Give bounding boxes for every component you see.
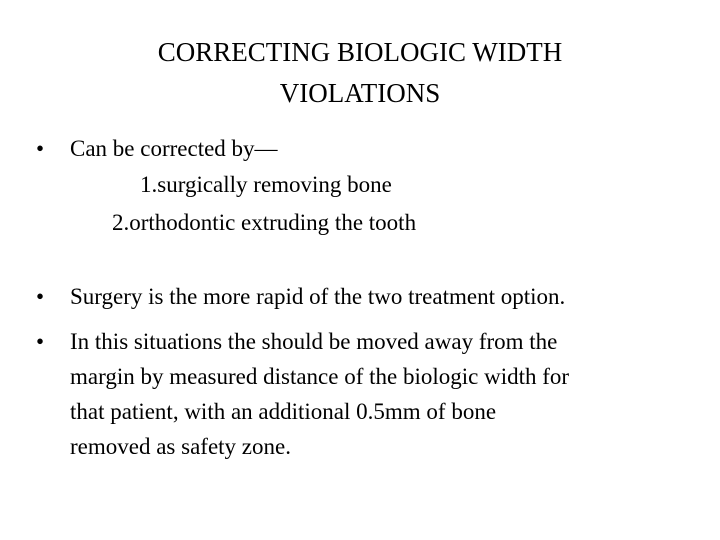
bullet-text-line: margin by measured distance of the biologic width for bbox=[70, 364, 570, 389]
bullet-text: Surgery is the more rapid of the two treatment option. bbox=[70, 284, 566, 309]
bullet-marker: • bbox=[36, 284, 45, 309]
slide-title-line-1: CORRECTING BIOLOGIC WIDTH bbox=[157, 37, 563, 67]
slide-title-line-2: VIOLATIONS bbox=[279, 78, 441, 108]
bullet-text: Can be corrected by— bbox=[70, 136, 278, 161]
bullet-item bbox=[36, 132, 696, 242]
bullet-list bbox=[36, 132, 696, 464]
bullet-text-line: In this situations the should be moved away from the bbox=[70, 329, 558, 354]
bullet-text-line: removed as safety zone. bbox=[70, 434, 291, 459]
bullet-text-line: that patient, with an additional 0.5mm of bone bbox=[70, 399, 497, 424]
slide-title bbox=[0, 32, 720, 114]
sub-item: 1.surgically removing bone bbox=[140, 172, 392, 197]
bullet-item bbox=[36, 280, 696, 314]
bullet-marker: • bbox=[36, 136, 45, 161]
sub-item: 2.orthodontic extruding the tooth bbox=[112, 210, 417, 235]
bullet-marker: • bbox=[36, 329, 45, 354]
bullet-item bbox=[36, 324, 696, 464]
